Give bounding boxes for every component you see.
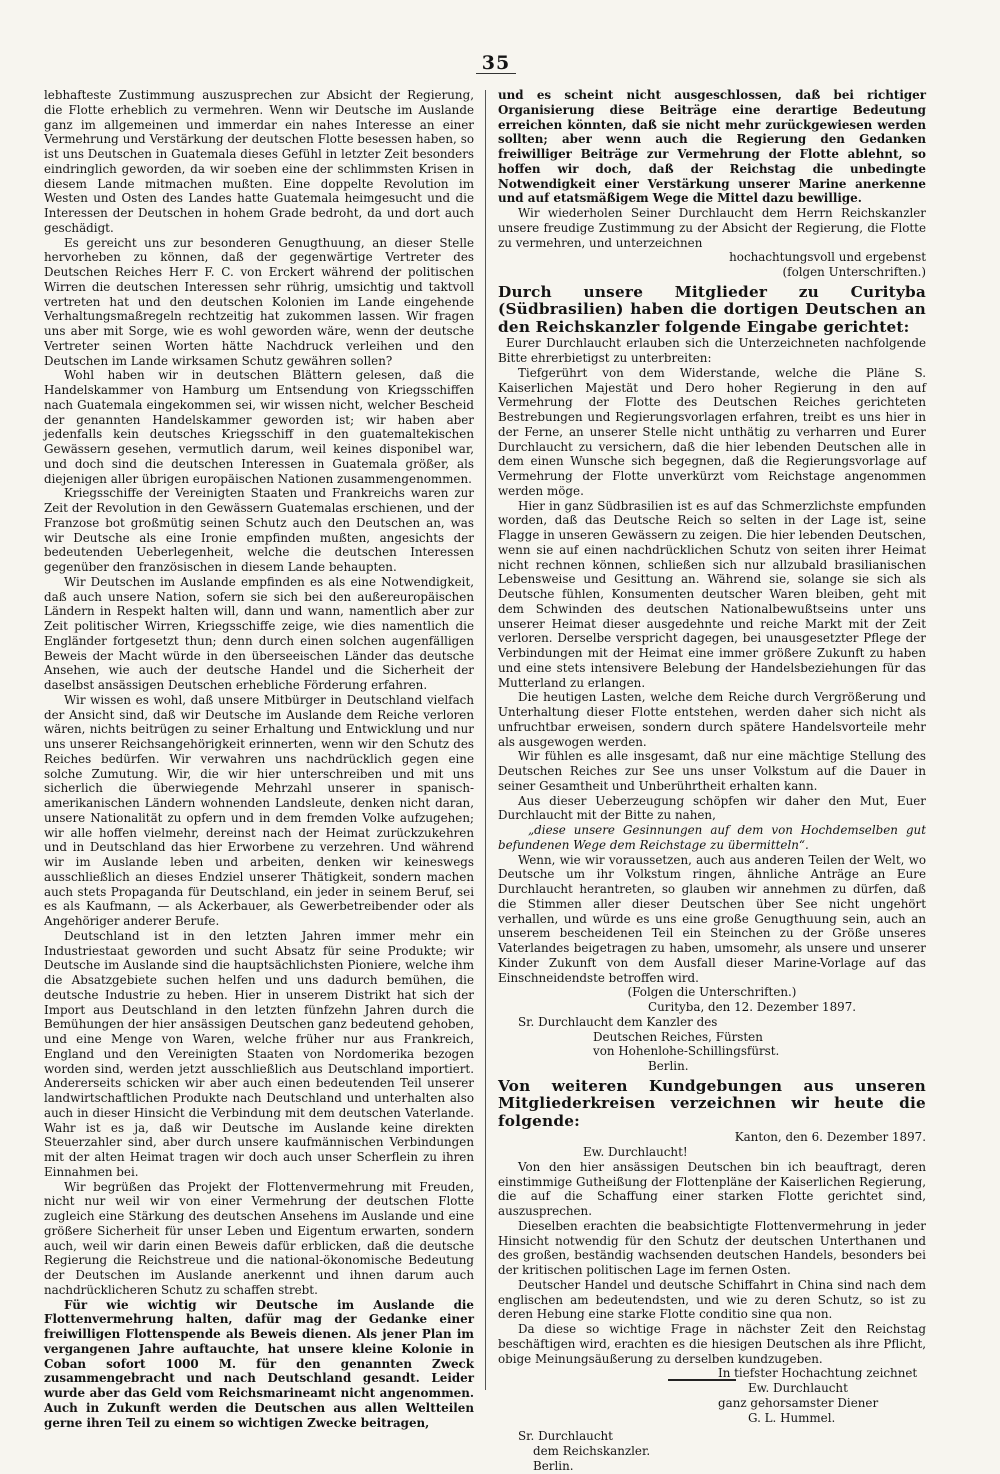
- paragraph: Hier in ganz Südbrasilien ist es auf das Schmerzlichste empfunden worden, daß das Deutsche Reich so selten in der Lage ist, seine Flagge in unseren Gewässern zu zeigen. Die hier lebenden Deutschen, wenn sie auf einen nachdrücklichen Schutz von seiten ihrer Heimat nicht rechnen können, schließen sich nur allzubald brasilianischen Lebensweise und Gesittung an. Während sie, solange sie sich als Deutsche fühlen, Konsumenten deutscher Waren bleiben, geht mit dem Schwinden des deutschen Nationalbewußtseins unter uns unserer Heimat dieser ausgedehnte und reiche Markt mit der Zeit verloren. Derselbe verspricht dagegen, bei unausgesetzter Pflege der Verbindungen mit der Heimat eine immer größere Zukunft zu haben und eine stets intensivere Belebung der Handelsbeziehungen für das Mutterland zu erlangen.: [498, 498, 926, 690]
- signatures-note: (folgen Unterschriften.): [782, 265, 926, 279]
- paragraph: Für wie wichtig wir Deutsche im Auslande die Flottenvermehrung halten, dafür mag der Gedanke einer freiwilligen Flottenspende als Beweis dienen. Als jener Plan im vergangenen Jahre auftauchte, hat unsere kleine Kolonie in Coban sofort 1000 M. für den genannten Zweck zusammengebracht und nach Deutschland gesandt. Leider wurde aber das Geld vom Reichsmarineamt nicht angenommen. Auch in Zukunft werden die Deutschen aus allen Weltteilen gerne ihren Teil zu einem so wichtigen Zwecke beitragen,: [44, 1297, 474, 1430]
- paragraph: Wir Deutschen im Auslande empfinden es als eine Notwendigkeit, daß auch unsere Nation, sofern sie sich bei den außereuropäischen Ländern in Respekt halten will, dann und wann, namentlich aber zur Zeit politischer Wirren, Kriegsschiffe zeige, wie dies namentlich die Engländer fortgesetzt thun; denn durch einen solchen augenfälligen Beweis der Macht würde in den überseeischen Länder das deutsche Ansehen, wie auch der deutsche Handel und die Sicherheit der daselbst ansässigen Deutschen erhebliche Förderung erfahren.: [44, 574, 474, 692]
- paragraph: Kriegsschiffe der Vereinigten Staaten und Frankreichs waren zur Zeit der Revolution in den Gewässern Guatemalas erschienen, und der Franzose bot großmütig seinen Schutz auch den Deutschen an, was wir Deutsche als eine Ironie empfinden mußten, angesichts der bedeutenden Ueberlegenheit, welche die deutschen Interessen gegenüber den französischen in diesem Lande behaupten.: [44, 486, 474, 574]
- recipient-line: Sr. Durchlaucht: [518, 1429, 613, 1444]
- dateline: Kanton, den 6. Dezember 1897.: [734, 1130, 926, 1145]
- paragraph: Dieselben erachten die beabsichtigte Flottenvermehrung in jeder Hinsicht notwendig für den Schutz der deutschen Unterthanen und des großen, beständig wachsenden deutschen Handels, besonders bei der kritischen politischen Lage im fernen Osten.: [498, 1218, 926, 1277]
- paragraph: Da diese so wichtige Frage in nächster Zeit den Reichstag beschäftigen wird, erachten es die hiesigen Deutschen als ihre Pflicht, obige Meinungsäußerung zu derselben kundzugeben.: [498, 1322, 926, 1366]
- paragraph: Wir wissen es wohl, daß unsere Mitbürger in Deutschland vielfach der Ansicht sind, daß wir Deutsche im Auslande dem Reiche verloren wären, nichts beitrügen zu seiner Erhaltung und Entwicklung und nur uns unserer Reichsangehörigkeit erinnerten, wenn wir den Schutz des Reiches bedürfen. Wir verwahren uns nachdrücklich gegen eine solche Zumutung. Wir, die wir hier unterschreiben und mit uns sicherlich die überwiegende Mehrzahl unserer in spanisch-amerikanischen Ländern wohnenden Landsleute, denken nicht daran, unsere Nationalität zu opfern und in dem fremden Volke aufzugehen; wir alle hoffen vielmehr, dereinst nach der Heimat zurückzukehren und in Deutschland das hier Erworbene zu verzehren. Und während wir im Auslande leben und arbeiten, denken wir keineswegs ausschließlich an dieses Endziel unserer Thätigkeit, sondern machen auch stets Propaganda für Deutschland, ein jeder in seinem Beruf, sei es als Kaufmann, — als Ackerbauer, als Gewerbetreibender oder als Angehöriger anderer Berufe.: [44, 692, 474, 928]
- address-line: Berlin.: [648, 1059, 689, 1073]
- dateline: Curityba, den 12. Dezember 1897.: [648, 1000, 857, 1014]
- closing-line: In tiefster Hochachtung zeichnet: [718, 1366, 918, 1381]
- paragraph: Wir wiederholen Seiner Durchlaucht dem Herrn Reichskanzler unsere freudige Zustimmung zu der Absicht der Regierung, die Flotte zu vermehren, und unterzeichnen: [498, 206, 926, 250]
- right-column: [498, 88, 926, 1474]
- address-line: Deutschen Reiches, Fürsten: [593, 1029, 763, 1044]
- closing-line: ganz gehorsamster Diener: [718, 1395, 879, 1410]
- paragraph: Aus dieser Ueberzeugung schöpfen wir daher den Mut, Euer Durchlaucht mit der Bitte zu nahen,: [498, 793, 926, 823]
- paragraph: Wir begrüßen das Projekt der Flottenvermehrung mit Freuden, nicht nur weil wir von einer Vermehrung der deutschen Flotte zugleich eine Stärkung des deutschen Ansehens im Auslande und eine größere Sicherheit für unser Leben und Eigentum erwarten, sondern auch, weil wir darin einen Beweis dafür erblicken, daß die deutsche Regierung die Reichstreue und die national-ökonomische Bedeutung der Deutschen im Auslande anerkennt und ihnen darum auch nachdrücklicheren Schutz zu schaffen strebt.: [44, 1179, 474, 1297]
- section-heading-curityba: Durch unsere Mitglieder zu Curityba (Südbrasilien) haben die dortigen Deutschen an den Reichskanzler folgende Eingabe gerichtet:: [498, 282, 926, 336]
- paragraph: Deutscher Handel und deutsche Schiffahrt in China sind nach dem englischen am bedeutendsten, und wie zu deren Schutz, so ist zu deren Hebung eine starke Flotte conditio sine qua non.: [498, 1277, 926, 1322]
- paragraph: Tiefgerührt von dem Widerstande, welche die Pläne S. Kaiserlichen Majestät und Dero hoher Regierung in den auf Vermehrung der Flotte des Deutschen Reiches gerichteten Bestrebungen und Regierungsvorlagen erfahren, treibt es uns hier in der Ferne, an unserer Stelle nicht unthätig zu verharren und Eurer Durchlaucht zu versichern, daß die hier lebenden Deutschen alle in dem einen Wunsche sich begegnen, daß die Regierungsvorlage auf Vermehrung der Flotte unverkürzt vom Reichstage angenommen werden möge.: [498, 365, 926, 498]
- signatures-note: (Folgen die Unterschriften.): [627, 985, 797, 1000]
- petition-quote: „diese unsere Gesinnungen auf dem von Hochdemselben gut befundenen Wege dem Reichstage zu übermitteln“.: [498, 823, 926, 852]
- salutation: Ew. Durchlaucht!: [583, 1145, 688, 1159]
- closing-formula: hochachtungsvoll und ergebenst: [729, 250, 926, 265]
- column-divider: [485, 90, 486, 1390]
- recipient-line: Berlin.: [533, 1458, 574, 1473]
- section-heading-kanton: Von weiteren Kundgebungen aus unseren Mitgliederkreisen verzeichnen wir heute die folgende:: [498, 1076, 926, 1130]
- paragraph: Es gereicht uns zur besonderen Genugthuung, an dieser Stelle hervorheben zu können, daß der gegenwärtige Vertreter des Deutschen Reiches Herr F. C. von Erckert während der politischen Wirren die deutschen Interessen sehr rührig, umsichtig und taktvoll vertreten hat und den deutschen Kolonien im Lande eingehende Verhaltungsmaßregeln rechtzeitig hat zukommen lassen. Wir fragen uns aber mit Sorge, wie es wohl geworden wäre, wenn der deutsche Vertreter seinen Worten hätte Nachdruck verleihen und den Deutschen im Lande wirksamen Schutz gewähren sollen?: [44, 235, 474, 368]
- paragraph: Von den hier ansässigen Deutschen bin ich beauftragt, deren einstimmige Gutheißung der Flottenpläne der Kaiserlichen Regierung, die auf die Schaffung einer starken Flotte gerichtet sind, auszusprechen.: [498, 1159, 926, 1218]
- page-number: 35: [481, 52, 511, 74]
- paragraph: lebhafteste Zustimmung auszusprechen zur Absicht der Regierung, die Flotte erheblich zu vermehren. Wenn wir Deutsche im Auslande ganz im allgemeinen und immerdar ein nahes Interesse an einer Vermehrung und Verstärkung der deutschen Flotte besessen haben, so ist uns Deutschen in Guatemala dieses Gefühl in letzter Zeit besonders eindringlich geworden, da wir soeben eine der schlimmsten Krisen in diesem Lande mitmachen mußten. Eine doppelte Revolution im Westen und Osten des Landes hatte Guatemala heimgesucht und die Interessen der Deutschen in hohem Grade bedroht, da und dort auch geschädigt.: [44, 88, 474, 235]
- closing-line: Ew. Durchlaucht: [748, 1381, 848, 1395]
- petition-intro: Eurer Durchlaucht erlauben sich die Unterzeichneten nachfolgende Bitte ehrerbietigst zu unterbreiten:: [498, 336, 926, 365]
- paragraph: Wenn, wie wir voraussetzen, auch aus anderen Teilen der Welt, wo Deutsche um ihr Volkstum ringen, ähnliche Anträge an Eure Durchlaucht herantreten, so glauben wir annehmen zu dürfen, daß die Stimmen aller dieser Deutschen über See nicht ungehört verhallen, und würde es uns eine große Genugthuung sein, auch an unserem bescheidenen Teil ein Steinchen zu der Größe unseres Vaterlandes beigetragen zu haben, umsomehr, als unsere und unserer Kinder Zukunft von dem Ausfall dieser Marine-Vorlage auf das Einschneidendste betroffen wird.: [498, 852, 926, 985]
- paragraph: Wir fühlen es alle insgesamt, daß nur eine mächtige Stellung des Deutschen Reiches zur See uns unser Volkstum auf die Dauer in seiner Gesamtheit und Unberührtheit erhalten kann.: [498, 749, 926, 793]
- paragraph: Wohl haben wir in deutschen Blättern gelesen, daß die Handelskammer von Hamburg um Entsendung von Kriegsschiffen nach Guatemala eingekommen sei, wir wissen nicht, welcher Bescheid der genannten Handelskammer geworden ist; wir haben aber jedenfalls kein deutsches Kriegsschiff in den guatemaltekischen Gewässern gesehen, vermutlich darum, weil keines disponibel war, und doch sind die deutschen Interessen in Guatemala größer, als diejenigen aller übrigen europäischen Nationen zusammengenommen.: [44, 368, 474, 486]
- closing-rule: [668, 1379, 736, 1381]
- address-line: Sr. Durchlaucht dem Kanzler des: [518, 1014, 718, 1029]
- paragraph: und es scheint nicht ausgeschlossen, daß bei richtiger Organisierung diese Beiträge eine derartige Bedeutung erreichen könnten, daß sie nicht mehr zurückgewiesen werden sollten; aber wenn auch die Regierung den Gedanken freiwilliger Beiträge zur Vermehrung der Flotte ablehnt, so hoffen wir doch, daß der Reichstag die unbedingte Notwendigkeit einer Verstärkung unserer Marine anerkenne und auf etatsmäßigem Wege die Mittel dazu bewillige.: [498, 88, 926, 206]
- address-line: von Hohenlohe-Schillingsfürst.: [593, 1044, 780, 1059]
- recipient-line: dem Reichskanzler.: [533, 1444, 651, 1458]
- page-number-rule: [476, 73, 516, 74]
- paragraph: Deutschland ist in den letzten Jahren immer mehr ein Industriestaat geworden und sucht Absatz für seine Produkte; wir Deutsche im Auslande sind die hauptsächlichsten Pioniere, welche ihm die Absatzgebiete suchen helfen und uns dadurch bemühen, die deutsche Industrie zu heben. Hier in unserem Distrikt hat sich der Import aus Deutschland in den letzten fünfzehn Jahren durch die Bemühungen der hier ansässigen Deutschen ganz bedeutend gehoben, und eine Menge von Waren, welche früher nur aus Frankreich, England und den Vereinigten Staaten von Nordomerika bezogen worden sind, werden jetzt ausschließlich aus Deutschland importiert. Andererseits schicken wir aber auch einen bedeutenden Teil unserer landwirtschaftlichen Produkte nach Deutschland und unterhalten also auch in dieser Hinsicht die Verbindung mit dem deutschen Vaterlande. Wahr ist es ja, daß wir Deutsche im Auslande keine direkten Steuerzahler sind, aber durch unsere kaufmännischen Verbindungen mit der alten Heimat tragen wir doch auch unser Scherflein zu ihren Einnahmen bei.: [44, 928, 474, 1179]
- left-column: [44, 88, 474, 1430]
- paragraph: Die heutigen Lasten, welche dem Reiche durch Vergrößerung und Unterhaltung dieser Flotte entstehen, werden daher sich nicht als unfruchtbar erweisen, sondern durch spätere Handelsvorteile mehr als ausgewogen werden.: [498, 690, 926, 749]
- signer-name: G. L. Hummel.: [748, 1410, 836, 1425]
